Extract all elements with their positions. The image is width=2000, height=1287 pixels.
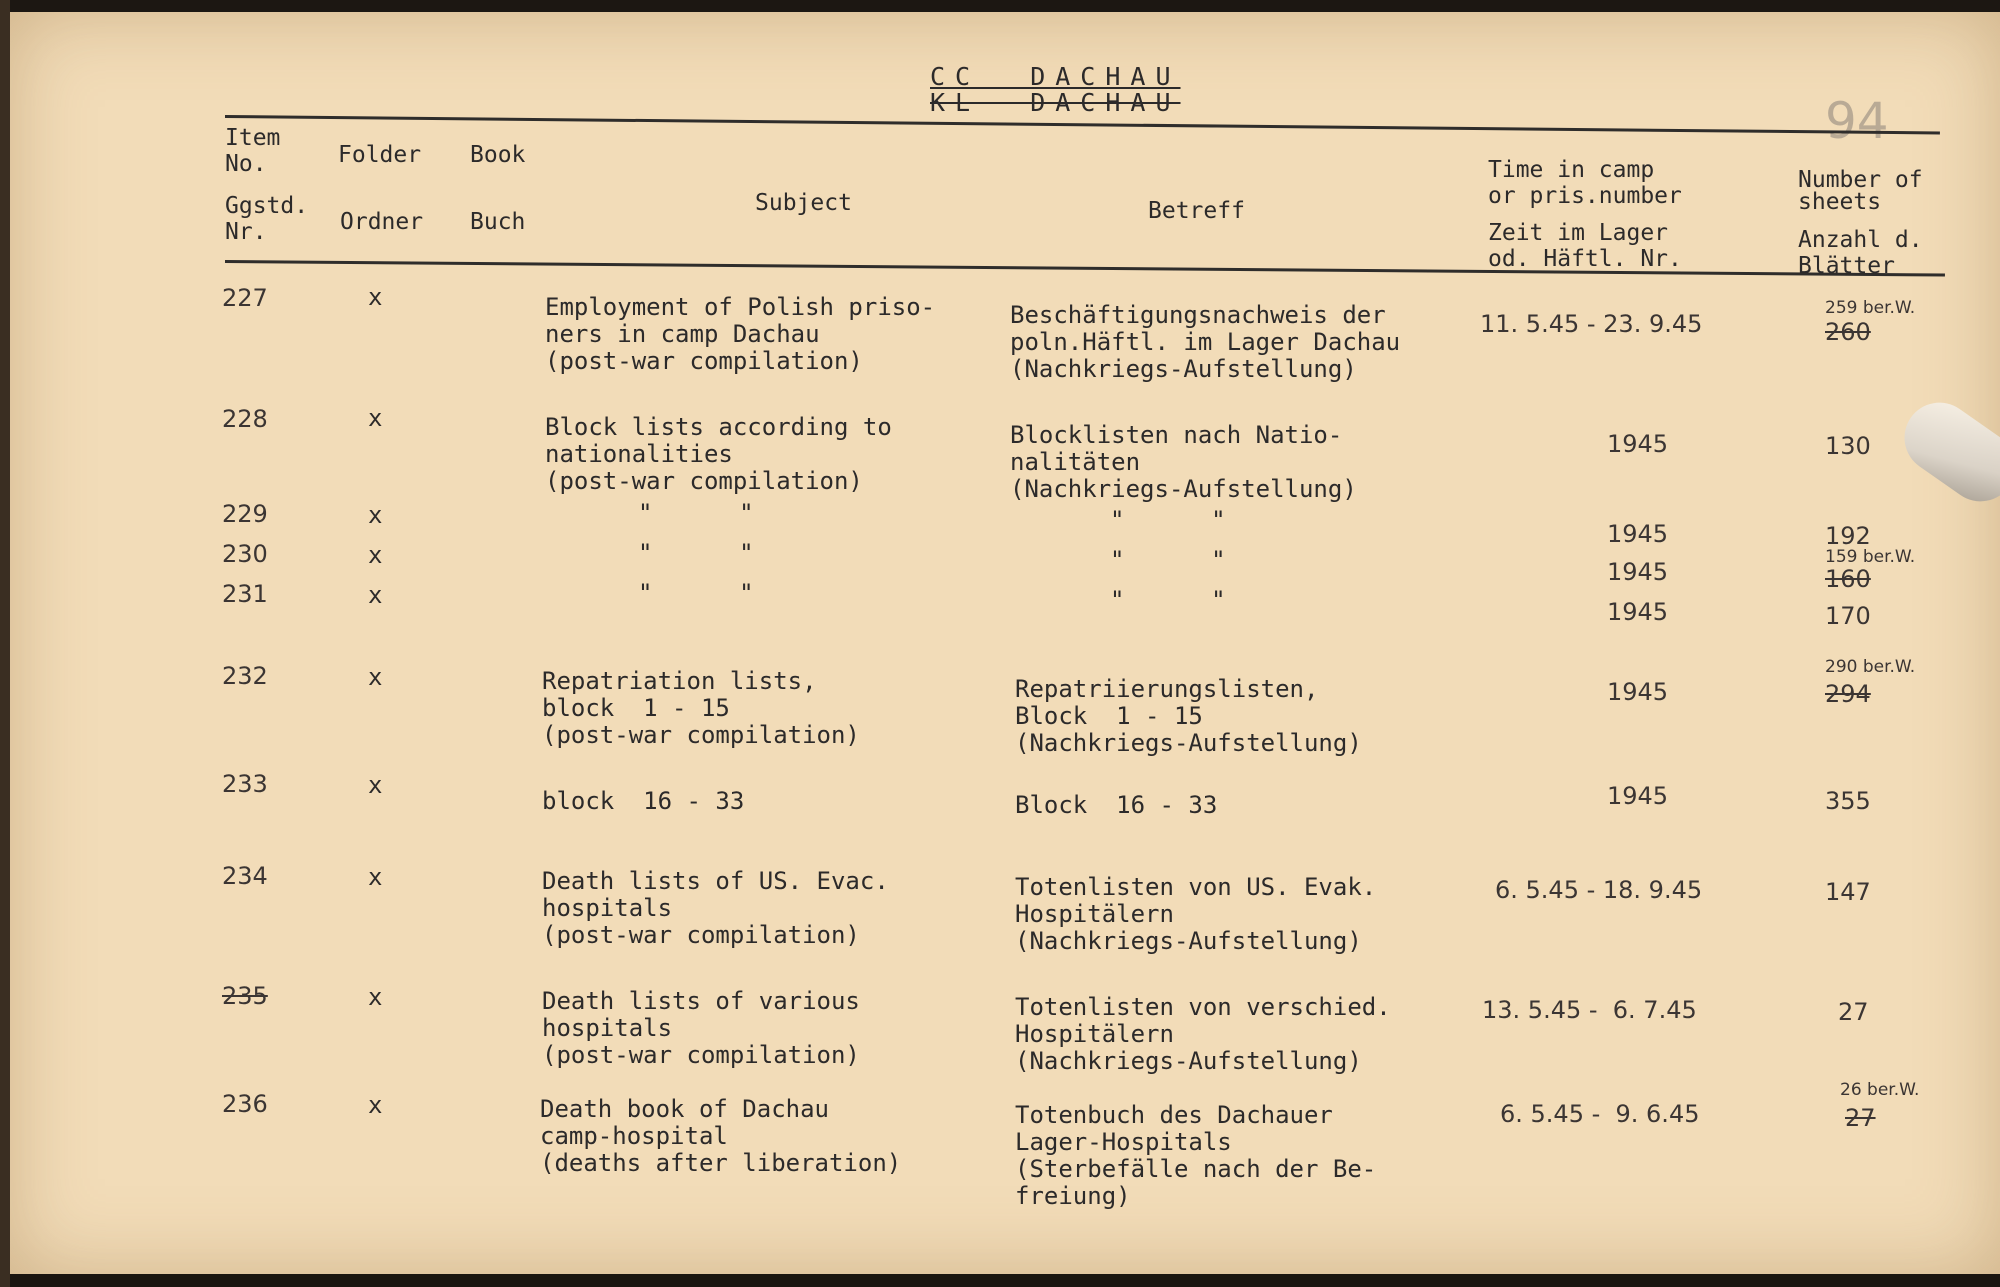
header-time-de: Zeit im Lager od. Häftl. Nr. (1488, 220, 1682, 272)
sheets-count: 170 (1825, 602, 1871, 630)
folder-mark: x (368, 1091, 383, 1119)
sheets-count: 192 (1825, 522, 1871, 550)
item-number: 230 (222, 540, 268, 568)
item-number: 232 (222, 662, 268, 690)
document-page (10, 12, 2000, 1274)
sheets-corrected-note: 290 ber.W. (1825, 657, 1916, 677)
folder-mark: x (368, 404, 383, 432)
header-top-rule (225, 115, 1940, 134)
header-sheets-en: Number of sheets (1798, 167, 1923, 215)
folder-mark: x (368, 541, 383, 569)
subject-text: Repatriation lists, block 1 - 15 (post-war compilation) (542, 667, 860, 749)
item-number: 235 (222, 982, 268, 1010)
subject-ditto: " " (638, 499, 754, 527)
paperclip-reflection (1891, 389, 2000, 515)
sheets-count: 147 (1825, 878, 1871, 906)
subject-text: Block lists according to nationalities (post-war compilation) (545, 413, 892, 495)
betreff-text: Block 16 - 33 (1015, 791, 1218, 819)
betreff-ditto: " " (1110, 586, 1226, 614)
subject-ditto: " " (638, 579, 754, 607)
folder-mark: x (368, 501, 383, 529)
subject-text: Employment of Polish priso- ners in camp Dachau (post-war compilation) (545, 293, 936, 375)
betreff-text: Totenlisten von verschied. Hospitälern (Nachkriegs-Aufstellung) (1015, 993, 1391, 1075)
folder-mark: x (368, 983, 383, 1011)
item-number: 231 (222, 580, 268, 608)
betreff-text: Repatriierungslisten, Block 1 - 15 (Nachkriegs-Aufstellung) (1015, 675, 1362, 757)
betreff-text: Blocklisten nach Natio- nalitäten (Nachkriegs-Aufstellung) (1010, 421, 1357, 503)
header-item-de: Ggstd. Nr. (225, 193, 309, 245)
title-line-2: KL DACHAU (930, 88, 1181, 117)
header-folder-de: Ordner (340, 209, 424, 235)
sheets-corrected-note: 26 ber.W. (1840, 1080, 1920, 1100)
sheets-corrected-note: 159 ber.W. (1825, 547, 1916, 567)
item-number: 234 (222, 862, 268, 890)
scan-top-edge (0, 0, 2000, 12)
time-value: 6. 5.45 - 9. 6.45 (1500, 1100, 1700, 1128)
header-book-en: Book (470, 142, 526, 168)
time-value: 1945 (1607, 430, 1669, 458)
header-time-en: Time in camp or pris.number (1488, 157, 1682, 209)
time-value: 1945 (1607, 782, 1669, 810)
betreff-ditto: " " (1110, 546, 1226, 574)
item-number: 236 (222, 1090, 268, 1118)
time-value: 1945 (1607, 558, 1669, 586)
folder-mark: x (368, 283, 383, 311)
subject-text: Death book of Dachau camp-hospital (deaths after liberation) (540, 1095, 902, 1177)
page-number: 94 (1825, 92, 1889, 150)
sheets-corrected-note: 259 ber.W. (1825, 298, 1916, 318)
betreff-ditto: " " (1110, 506, 1226, 534)
folder-mark: x (368, 581, 383, 609)
time-value: 1945 (1607, 678, 1669, 706)
header-item-en: Item No. (225, 125, 281, 177)
betreff-text: Totenbuch des Dachauer Lager-Hospitals (Sterbefälle nach der Be- freiung) (1015, 1101, 1377, 1210)
sheets-count: 160 (1825, 565, 1871, 593)
item-number: 233 (222, 770, 268, 798)
sheets-count: 355 (1825, 787, 1871, 815)
item-number: 228 (222, 405, 268, 433)
header-subject: Subject (755, 190, 852, 216)
sheets-count: 27 (1838, 998, 1869, 1026)
subject-ditto: " " (638, 539, 754, 567)
time-value: 11. 5.45 - 23. 9.45 (1480, 310, 1703, 338)
sheets-count: 294 (1825, 680, 1871, 708)
item-number: 227 (222, 284, 268, 312)
folder-mark: x (368, 663, 383, 691)
header-betreff: Betreff (1148, 198, 1245, 224)
sheets-count: 260 (1825, 318, 1871, 346)
header-book-de: Buch (470, 209, 526, 235)
subject-text: Death lists of US. Evac. hospitals (post-war compilation) (542, 867, 889, 949)
folder-mark: x (368, 771, 383, 799)
header-bottom-rule (225, 260, 1945, 277)
subject-text: block 16 - 33 (542, 787, 745, 815)
folder-mark: x (368, 863, 383, 891)
time-value: 6. 5.45 - 18. 9.45 (1495, 876, 1703, 904)
time-value: 13. 5.45 - 6. 7.45 (1482, 996, 1697, 1024)
header-folder-en: Folder (338, 142, 422, 168)
subject-text: Death lists of various hospitals (post-war compilation) (542, 987, 860, 1069)
sheets-count: 130 (1825, 432, 1871, 460)
betreff-text: Totenlisten von US. Evak. Hospitälern (Nachkriegs-Aufstellung) (1015, 873, 1377, 955)
title-line-1: CC DACHAU (930, 62, 1181, 91)
item-number: 229 (222, 500, 268, 528)
header-sheets-de: Anzahl d. Blätter (1798, 227, 1923, 279)
book-spine (0, 0, 10, 1287)
time-value: 1945 (1607, 598, 1669, 626)
betreff-text: Beschäftigungsnachweis der poln.Häftl. im Lager Dachau (Nachkriegs-Aufstellung) (1010, 301, 1401, 383)
time-value: 1945 (1607, 520, 1669, 548)
sheets-count: 27 (1845, 1104, 1876, 1132)
